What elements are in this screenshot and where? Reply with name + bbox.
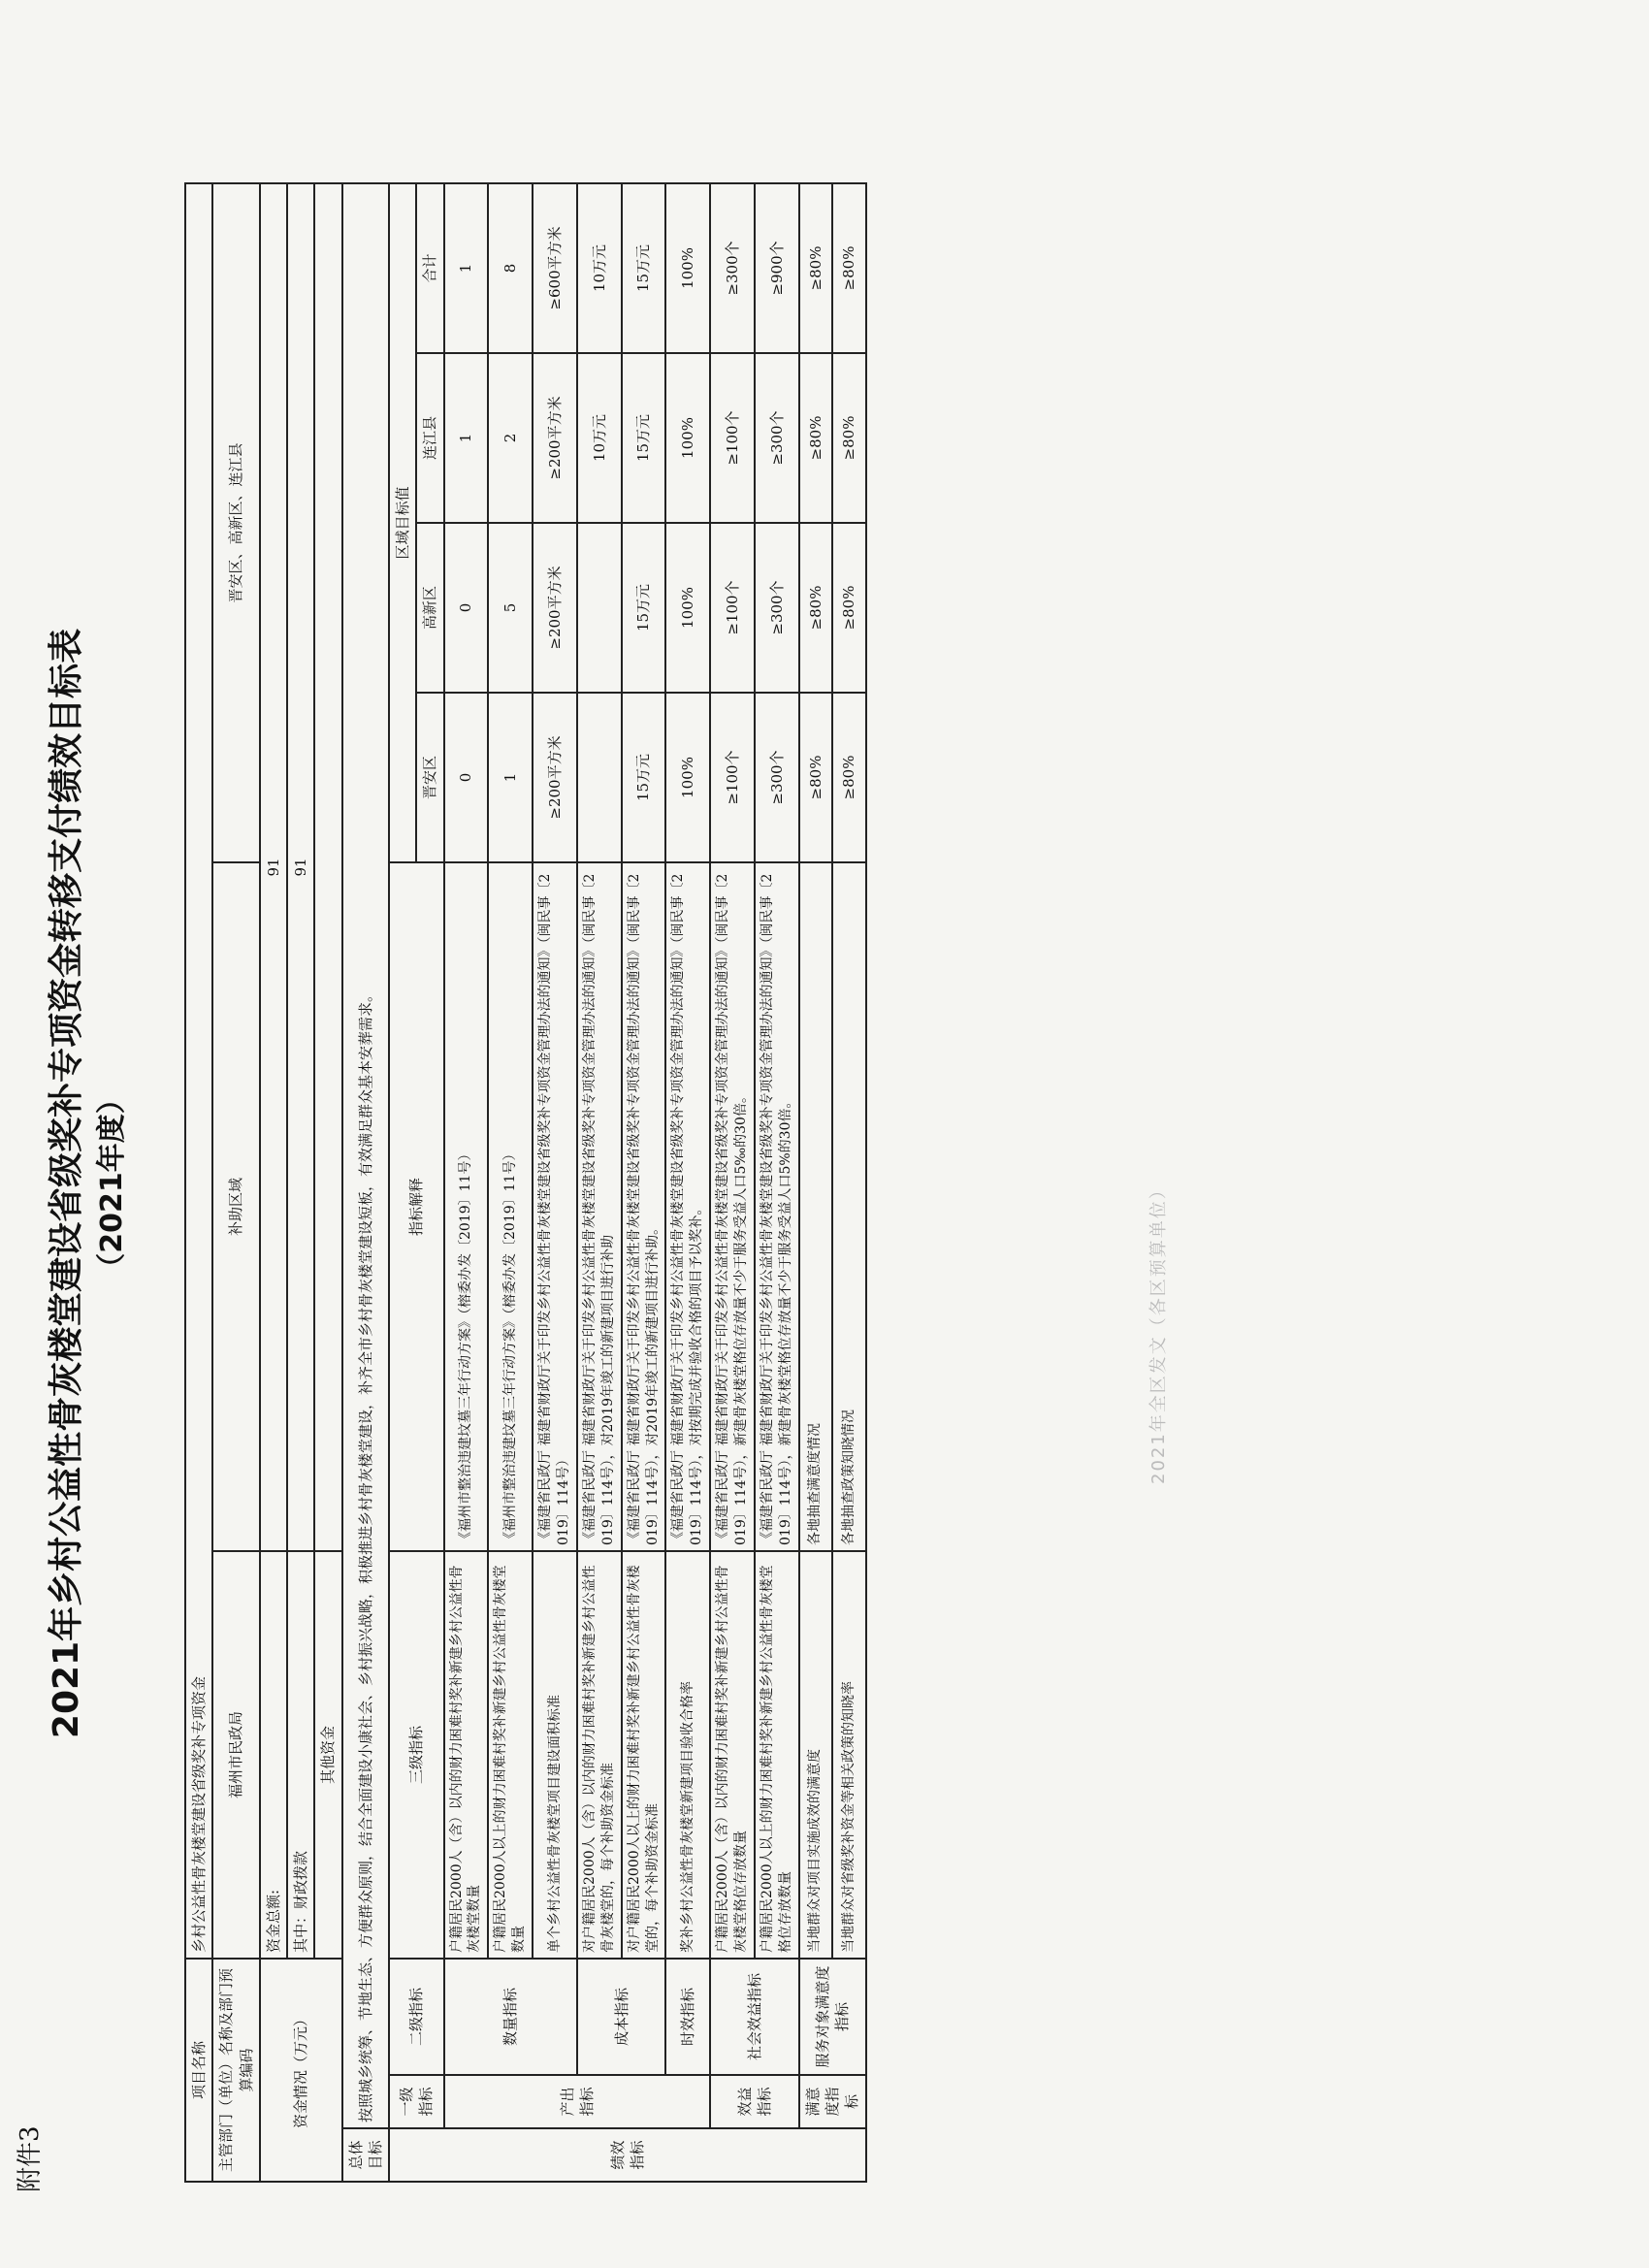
project-name-label: 项目名称 [185, 1959, 212, 2182]
col-level1: 一级指标 [389, 2075, 444, 2128]
level2-cell: 数量指标 [444, 1959, 577, 2075]
funds-label: 资金情况（万元） [260, 1959, 342, 2182]
target-value-cell: 100% [665, 353, 710, 523]
document-title: 2021年乡村公益性骨灰楼堂建设省级奖补专项资金转移支付绩效目标表 [47, 628, 86, 1739]
col-region-target: 区域目标值 [389, 183, 416, 862]
funds-total-label: 资金总额: [260, 1551, 287, 1959]
col-region: 高新区 [416, 523, 443, 693]
target-value-cell: 1 [444, 353, 489, 523]
explain-cell: 《福州市整治违建坟墓三年行动方案》（榕委办发〔2019〕11号） [488, 862, 533, 1551]
target-value-cell: ≥200平方米 [533, 523, 577, 693]
level3-cell: 户籍居民2000人（含）以内的财力困难村奖补新建乡村公益性骨灰楼堂数量 [444, 1551, 489, 1959]
funds-fiscal-value: 91 [287, 183, 314, 1551]
target-value-cell: 10万元 [577, 353, 622, 523]
target-value-cell: 100% [665, 183, 710, 353]
target-value-cell: 10万元 [577, 183, 622, 353]
col-region: 连江县 [416, 353, 443, 523]
target-value-cell: ≥100个 [710, 693, 755, 862]
target-value-cell: ≥80% [799, 183, 832, 353]
indicator-row [444, 183, 489, 2182]
bleed-through-stamp: 2021年全区发文（各区预算单位） [1148, 1180, 1169, 1484]
level3-cell: 单个乡村公益性骨灰楼堂项目建设面积标准 [533, 1551, 577, 1959]
row-project-name [185, 183, 212, 2182]
explain-cell: 《福建省民政厅 福建省财政厅关于印发乡村公益性骨灰楼堂建设省级奖补专项资金管理办法的通知》（闽民事〔2019〕114号），对2019年竣工的新建项目进行补助 [577, 862, 622, 1551]
row-department [212, 183, 260, 2182]
level1-cell: 产出指标 [444, 2075, 711, 2128]
dept-label: 主管部门（单位）名称及部门预算编码 [212, 1959, 260, 2182]
dept-value: 福州市民政局 [212, 1551, 260, 1959]
area-value: 晋安区、高新区、连江县 [212, 183, 260, 862]
indicator-row [488, 183, 533, 2182]
document-year: （2021年度） [95, 1085, 129, 1282]
perf-label: 绩效指标 [389, 2128, 866, 2182]
row-funds-fiscal [287, 183, 314, 2182]
target-value-cell: 15万元 [622, 523, 666, 693]
target-value-cell: ≥100个 [710, 523, 755, 693]
target-value-cell: ≥80% [799, 353, 832, 523]
funds-other-value [314, 183, 341, 1551]
level3-cell: 当地群众对项目实施成效的满意度 [799, 1551, 832, 1959]
target-value-cell: ≥80% [799, 693, 832, 862]
project-name-value: 乡村公益性骨灰楼堂建设省级奖补专项资金 [185, 183, 212, 1959]
level3-cell: 户籍居民2000人以上的财力困难村奖补新建乡村公益性骨灰楼堂格位存放数量 [755, 1551, 799, 1959]
target-value-cell: ≥80% [832, 523, 865, 693]
explain-cell: 《福建省民政厅 福建省财政厅关于印发乡村公益性骨灰楼堂建设省级奖补专项资金管理办法的通知》（闽民事〔2019〕114号），新建骨灰楼堂格位存放量不少于服务受益人口5‰的30倍。 [710, 862, 755, 1551]
target-value-cell: 100% [665, 523, 710, 693]
level3-cell: 对户籍居民2000人以上的财力困难村奖补新建乡村公益性骨灰楼堂的，每个补助资金标准 [622, 1551, 666, 1959]
target-value-cell: 15万元 [622, 183, 666, 353]
target-value-cell: 100% [665, 693, 710, 862]
level3-cell: 奖补乡村公益性骨灰楼堂新建项目验收合格率 [665, 1551, 710, 1959]
indicator-row [755, 183, 799, 2182]
col-level2: 二级指标 [389, 1959, 444, 2075]
explain-cell: 《福建省民政厅 福建省财政厅关于印发乡村公益性骨灰楼堂建设省级奖补专项资金管理办法的通知》（闽民事〔2019〕114号），对按期完成并验收合格的项目予以奖补。 [665, 862, 710, 1551]
indicator-row [665, 183, 710, 2182]
explain-cell: 《福建省民政厅 福建省财政厅关于印发乡村公益性骨灰楼堂建设省级奖补专项资金管理办法的通知》（闽民事〔2019〕114号），对2019年竣工的新建项目进行补助。 [622, 862, 666, 1551]
target-value-cell: ≥300个 [710, 183, 755, 353]
indicator-row [533, 183, 577, 2182]
row-funds-total [260, 183, 287, 2182]
row-overall-goal [342, 183, 390, 2182]
row-funds-other [314, 183, 341, 2182]
target-value-cell: ≥300个 [755, 523, 799, 693]
explain-cell: 《福州市整治违建坟墓三年行动方案》（榕委办发〔2019〕11号） [444, 862, 489, 1551]
funds-fiscal-label: 其中：财政拨款 [287, 1551, 314, 1959]
level1-cell: 满意度指标 [799, 2075, 866, 2128]
target-value-cell: ≥80% [832, 693, 865, 862]
funds-other-label: 其他资金 [314, 1551, 341, 1959]
indicator-row [832, 183, 865, 2182]
col-explain: 指标解释 [389, 862, 444, 1551]
area-label: 补助区域 [212, 862, 260, 1551]
target-value-cell: 0 [444, 693, 489, 862]
goal-label: 总体目标 [342, 2128, 390, 2182]
row-col-headers-1 [389, 183, 416, 2182]
col-region: 晋安区 [416, 693, 443, 862]
indicator-row [799, 183, 832, 2182]
target-value-cell: 1 [444, 183, 489, 353]
attachment-label: 附件3 [16, 2125, 45, 2192]
explain-cell: 各地抽查政策知晓情况 [832, 862, 865, 1551]
rotated-sheet [16, 184, 1169, 2192]
target-value-cell [577, 523, 622, 693]
target-value-cell: 15万元 [622, 353, 666, 523]
col-level3: 三级指标 [389, 1551, 444, 1959]
level2-cell: 时效指标 [665, 1959, 710, 2075]
level1-cell: 效益指标 [710, 2075, 799, 2128]
level2-cell: 成本指标 [577, 1959, 666, 2075]
target-value-cell: 2 [488, 353, 533, 523]
target-value-cell: ≥200平方米 [533, 353, 577, 523]
target-value-cell: ≥80% [799, 523, 832, 693]
target-value-cell: 1 [488, 693, 533, 862]
explain-cell: 《福建省民政厅 福建省财政厅关于印发乡村公益性骨灰楼堂建设省级奖补专项资金管理办法的通知》（闽民事〔2019〕114号），新建骨灰楼堂格位存放量不少于服务受益人口5%的30倍。 [755, 862, 799, 1551]
level3-cell: 户籍居民2000人以上的财力困难村奖补新建乡村公益性骨灰楼堂数量 [488, 1551, 533, 1959]
funds-total-value: 91 [260, 183, 287, 1551]
level3-cell: 户籍居民2000人（含）以内的财力困难村奖补新建乡村公益性骨灰楼堂格位存放数量 [710, 1551, 755, 1959]
explain-cell: 各地抽查满意度情况 [799, 862, 832, 1551]
indicator-row [577, 183, 622, 2182]
target-value-cell: ≥600平方米 [533, 183, 577, 353]
target-value-cell: ≥80% [832, 183, 865, 353]
indicator-row [622, 183, 666, 2182]
target-value-cell: ≥200平方米 [533, 693, 577, 862]
target-value-cell: 8 [488, 183, 533, 353]
level3-cell: 对户籍居民2000人（含）以内的财力困难村奖补新建乡村公益性骨灰楼堂的，每个补助资金标准 [577, 1551, 622, 1959]
explain-cell: 《福建省民政厅 福建省财政厅关于印发乡村公益性骨灰楼堂建设省级奖补专项资金管理办法的通知》（闽民事〔2019〕114号） [533, 862, 577, 1551]
goal-value: 按照城乡统筹、节地生态、方便群众原则，结合全面建设小康社会、乡村振兴战略，积极推进乡村骨灰楼堂建设，补齐全市乡村骨灰楼堂建设短板，有效满足群众基本安葬需求。 [342, 183, 390, 2128]
performance-table [184, 182, 867, 2183]
target-value-cell: ≥300个 [755, 693, 799, 862]
target-value-cell: ≥300个 [755, 353, 799, 523]
target-value-cell: 0 [444, 523, 489, 693]
level2-cell: 社会效益指标 [710, 1959, 799, 2075]
target-value-cell: ≥80% [832, 353, 865, 523]
target-value-cell: 5 [488, 523, 533, 693]
target-value-cell: ≥900个 [755, 183, 799, 353]
level3-cell: 当地群众对省级奖补资金等相关政策的知晓率 [832, 1551, 865, 1959]
target-value-cell: 15万元 [622, 693, 666, 862]
indicator-row [710, 183, 755, 2182]
col-region: 合计 [416, 183, 443, 353]
level2-cell: 服务对象满意度指标 [799, 1959, 866, 2075]
target-value-cell: ≥100个 [710, 353, 755, 523]
target-value-cell [577, 693, 622, 862]
